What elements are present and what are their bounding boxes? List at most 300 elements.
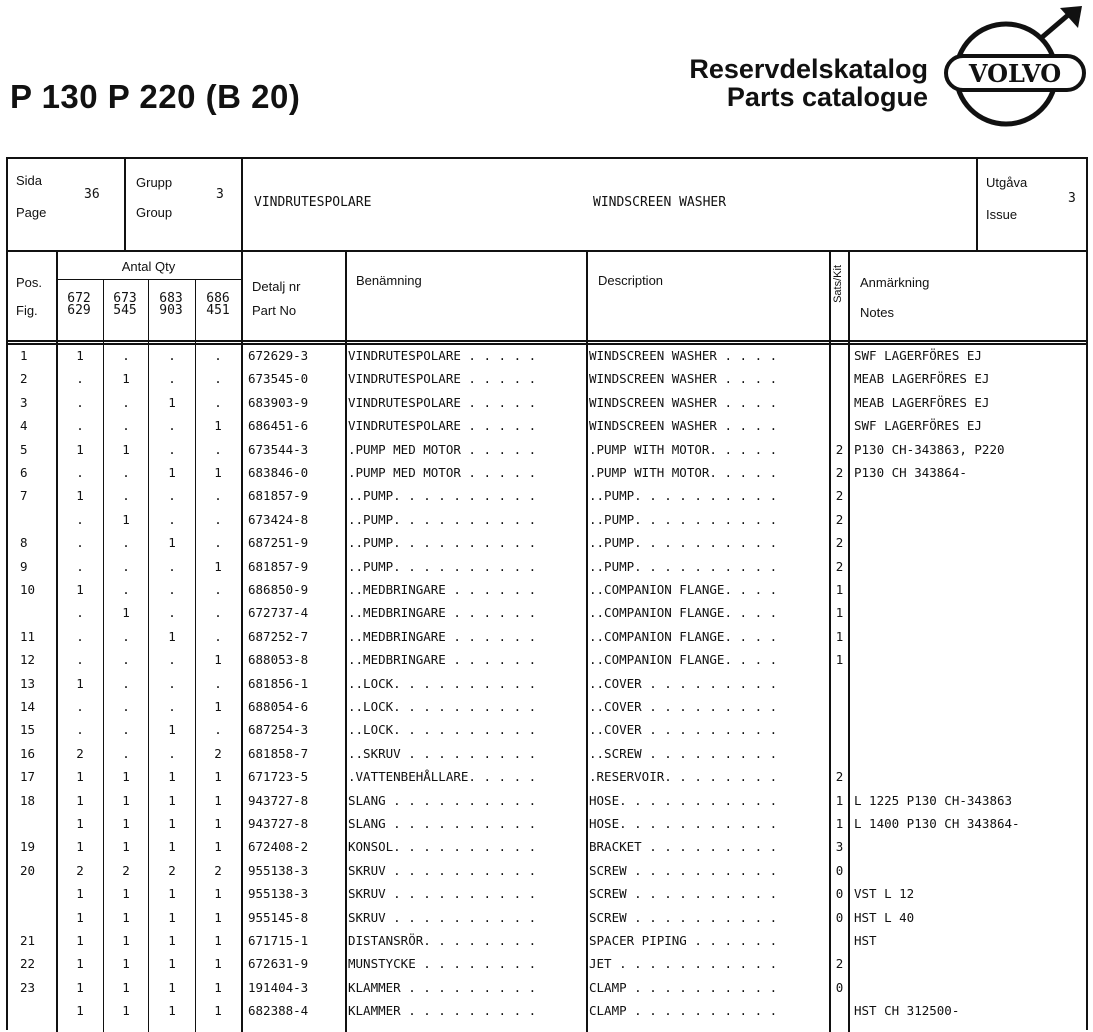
pos-cell: 4	[20, 418, 28, 434]
qty-cell-4: 1	[214, 699, 222, 714]
notes-cell: MEAB LAGERFÖRES EJ	[854, 371, 990, 387]
qty-cell-3: .	[168, 675, 176, 691]
header-divider	[8, 250, 1086, 252]
qty-cell-3: .	[168, 371, 176, 387]
kit-cell: 2	[835, 558, 844, 574]
qty-cell-1: 1	[76, 979, 84, 995]
description-label: Description	[598, 273, 664, 288]
pos-label: Pos.	[16, 275, 43, 290]
qty-cell-1: 1	[76, 441, 84, 457]
group-label: Group	[136, 205, 173, 220]
table-row	[8, 602, 1090, 625]
benamning-cell: MUNSTYCKE . . . . . . . .	[348, 956, 537, 972]
section-title-sv: VINDRUTESPOLARE	[254, 195, 372, 210]
qty-cell-3: 1	[168, 792, 176, 808]
sats-kit-label: Sats/Kit	[832, 265, 844, 303]
pos-cell: 9	[20, 558, 28, 574]
benamning-cell: ..LOCK. . . . . . . . . .	[348, 699, 537, 714]
kit-cell: 1	[835, 816, 844, 831]
pos-cell: 6	[20, 465, 28, 480]
table-row	[8, 579, 1090, 602]
table-row	[8, 860, 1090, 883]
pos-cell: 1	[20, 348, 28, 363]
benamning-cell: ..PUMP. . . . . . . . . .	[348, 488, 537, 504]
qty-cell-2: 1	[122, 769, 130, 785]
benamning-cell: KONSOL. . . . . . . . . .	[348, 839, 537, 855]
qty-cell-1: .	[76, 465, 84, 480]
kit-cell: 3	[835, 839, 844, 855]
pos-cell: 14	[20, 699, 36, 714]
qty-cell-4: .	[214, 511, 222, 527]
qty-cell-3: 1	[168, 628, 176, 644]
benamning-cell: KLAMMER . . . . . . . . .	[348, 979, 537, 995]
table-row	[8, 673, 1090, 696]
kit-cell: 1	[835, 792, 844, 808]
qty-cell-2: 1	[122, 979, 130, 995]
qty-cell-4: .	[214, 605, 222, 621]
qty-cell-4: 1	[214, 769, 222, 785]
part-number-cell: 672737-4	[248, 605, 309, 621]
part-number-cell: 955145-8	[248, 909, 309, 925]
table-row	[8, 790, 1090, 813]
description-cell: ..PUMP. . . . . . . . . .	[589, 558, 778, 574]
table-row	[8, 953, 1090, 976]
qty-cell-4: 1	[214, 933, 222, 948]
qty-cell-2: 1	[122, 909, 130, 925]
table-row	[8, 485, 1090, 508]
benamning-cell: .VATTENBEHÅLLARE. . . . .	[348, 769, 537, 785]
table-row	[8, 532, 1090, 555]
qty-cell-1: .	[76, 652, 84, 668]
part-number-cell: 683846-0	[248, 465, 309, 480]
table-row	[8, 813, 1090, 836]
notes-cell: L 1225 P130 CH-343863	[854, 792, 1013, 808]
catalog-title-en: Parts catalogue	[726, 82, 928, 112]
pos-cell: 23	[20, 979, 36, 995]
qty-cell-3: .	[168, 699, 176, 714]
qty-cell-3: 1	[168, 979, 176, 995]
catalog-heading	[689, 55, 928, 111]
kit-cell: 2	[835, 956, 844, 972]
description-cell: WINDSCREEN WASHER . . . .	[589, 371, 778, 387]
qty-cell-1: 1	[76, 956, 84, 972]
detalj-label: Detalj nr	[252, 279, 301, 294]
table-row	[8, 556, 1090, 579]
qty-cell-2: 2	[122, 862, 130, 878]
qty-cell-4: .	[214, 348, 222, 363]
part-number-cell: 673545-0	[248, 371, 309, 387]
pos-cell: 11	[20, 628, 36, 644]
pos-cell: 15	[20, 722, 36, 738]
qty-cell-2: 1	[122, 371, 130, 387]
qty-cell-4: 1	[214, 558, 222, 574]
kit-cell: 2	[835, 769, 844, 785]
qty-cell-3: 1	[168, 394, 176, 410]
qty-cell-1: 2	[76, 862, 84, 878]
qty-cell-1: 1	[76, 886, 84, 902]
qty-cell-3: .	[168, 652, 176, 668]
qty-cell-2: .	[122, 699, 130, 714]
part-number-cell: 943727-8	[248, 792, 309, 808]
part-number-cell: 672631-9	[248, 956, 309, 972]
qty-cell-4: 1	[214, 816, 222, 831]
description-cell: HOSE. . . . . . . . . . .	[589, 792, 778, 808]
pos-cell: 19	[20, 839, 36, 855]
qty-cell-1: .	[76, 558, 84, 574]
qty-cell-4: 1	[214, 839, 222, 855]
description-cell: ..COMPANION FLANGE. . . .	[589, 628, 778, 644]
description-cell: ..COVER . . . . . . . . .	[589, 722, 778, 738]
kit-cell: 1	[835, 605, 844, 621]
benamning-cell: .PUMP MED MOTOR . . . . .	[348, 465, 537, 480]
qty-cell-4: 1	[214, 956, 222, 972]
qty-cell-2: .	[122, 652, 130, 668]
part-number-cell: 943727-8	[248, 816, 309, 831]
benamning-cell: VINDRUTESPOLARE . . . . .	[348, 371, 537, 387]
qty-cell-4: 2	[214, 862, 222, 878]
description-cell: JET . . . . . . . . . . .	[589, 956, 778, 972]
qty-header-3-top: 683	[159, 291, 183, 306]
pos-cell: 2	[20, 371, 28, 387]
qty-cell-2: .	[122, 348, 130, 363]
qty-cell-2: .	[122, 394, 130, 410]
description-cell: BRACKET . . . . . . . . .	[589, 839, 778, 855]
notes-cell: P130 CH 343864-	[854, 465, 967, 480]
pos-cell: 10	[20, 582, 36, 597]
table-row	[8, 509, 1090, 532]
part-number-cell: 681856-1	[248, 675, 309, 691]
benamning-cell: ..MEDBRINGARE . . . . . .	[348, 605, 537, 621]
table-row	[8, 836, 1090, 859]
qty-cell-3: 1	[168, 956, 176, 972]
qty-cell-4: .	[214, 488, 222, 504]
notes-cell: HST CH 312500-	[854, 1003, 960, 1019]
anmarkning-label: Anmärkning	[860, 275, 930, 290]
qty-cell-3: 1	[168, 816, 176, 831]
qty-cell-4: 1	[214, 465, 222, 480]
notes-cell: VST L 12	[854, 886, 915, 902]
qty-cell-3: .	[168, 418, 176, 434]
qty-cell-3: .	[168, 488, 176, 504]
notes-cell: HST L 40	[854, 909, 915, 925]
qty-cell-2: 1	[122, 441, 130, 457]
benamning-cell: ..PUMP. . . . . . . . . .	[348, 558, 537, 574]
qty-cell-4: 1	[214, 909, 222, 925]
table-row	[8, 345, 1090, 368]
description-cell: .PUMP WITH MOTOR. . . . .	[589, 465, 778, 480]
table-row	[8, 930, 1090, 953]
qty-cell-1: 1	[76, 792, 84, 808]
qty-header-3	[149, 293, 193, 317]
partno-label: Part No	[252, 303, 297, 318]
part-number-cell: 682388-4	[248, 1003, 309, 1019]
pos-cell: 12	[20, 652, 36, 668]
description-cell: HOSE. . . . . . . . . . .	[589, 816, 778, 831]
qty-cell-3: .	[168, 558, 176, 574]
qty-cell-4: .	[214, 582, 222, 597]
qty-cell-4: 1	[214, 418, 222, 434]
part-number-cell: 683903-9	[248, 394, 309, 410]
qty-cell-3: 1	[168, 886, 176, 902]
qty-cell-1: .	[76, 722, 84, 738]
group-number: 3	[216, 187, 224, 202]
table-row	[8, 907, 1090, 930]
table-row	[8, 649, 1090, 672]
qty-header-4-top: 686	[206, 291, 230, 306]
utgava-label: Utgåva	[986, 175, 1028, 190]
qty-cell-2: 1	[122, 605, 130, 621]
qty-cell-2: 1	[122, 956, 130, 972]
description-cell: SCREW . . . . . . . . . .	[589, 886, 778, 902]
qty-cell-4: 1	[214, 886, 222, 902]
qty-cell-3: .	[168, 745, 176, 761]
qty-header-1-top: 672	[67, 291, 91, 306]
qty-cell-1: .	[76, 699, 84, 714]
page-label: Page	[16, 205, 47, 220]
description-cell: ..COVER . . . . . . . . .	[589, 675, 778, 691]
qty-cell-4: .	[214, 722, 222, 738]
benamning-cell: ..LOCK. . . . . . . . . .	[348, 722, 537, 738]
part-number-cell: 673544-3	[248, 441, 309, 457]
benamning-cell: ..PUMP. . . . . . . . . .	[348, 511, 537, 527]
part-number-cell: 688053-8	[248, 652, 309, 668]
part-number-cell: 671715-1	[248, 933, 309, 948]
kit-cell: 2	[835, 441, 844, 457]
qty-cell-1: 1	[76, 816, 84, 831]
qty-cell-3: 2	[168, 862, 176, 878]
qty-cell-3: 1	[168, 839, 176, 855]
table-row	[8, 719, 1090, 742]
volvo-logo-icon	[940, 4, 1088, 132]
pos-cell: 5	[20, 441, 28, 457]
benamning-cell: SKRUV . . . . . . . . . .	[348, 862, 537, 878]
part-number-cell: 687254-3	[248, 722, 309, 738]
qty-cell-2: .	[122, 675, 130, 691]
qty-cell-1: .	[76, 535, 84, 551]
part-number-cell: 681857-9	[248, 558, 309, 574]
qty-cell-3: .	[168, 582, 176, 597]
description-cell: ..SCREW . . . . . . . . .	[589, 745, 778, 761]
catalog-title-sv: Reservdelskatalog	[689, 54, 928, 84]
table-row	[8, 766, 1090, 789]
part-number-cell: 687251-9	[248, 535, 309, 551]
qty-cell-1: .	[76, 628, 84, 644]
kit-cell: 2	[835, 465, 844, 480]
notes-cell: SWF LAGERFÖRES EJ	[854, 348, 982, 363]
pos-cell: 20	[20, 862, 36, 878]
description-cell: WINDSCREEN WASHER . . . .	[589, 348, 778, 363]
kit-cell: 0	[835, 909, 844, 925]
divider	[124, 159, 126, 250]
benamning-cell: ..MEDBRINGARE . . . . . .	[348, 652, 537, 668]
table-row	[8, 977, 1090, 1000]
benamning-cell: DISTANSRÖR. . . . . . . .	[348, 933, 537, 948]
benamning-cell: SKRUV . . . . . . . . . .	[348, 909, 537, 925]
description-cell: ..COMPANION FLANGE. . . .	[589, 652, 778, 668]
qty-cell-4: .	[214, 675, 222, 691]
qty-cell-2: .	[122, 488, 130, 504]
page-number: 36	[84, 187, 100, 202]
qty-header-2-bottom: 545	[113, 303, 137, 318]
qty-cell-1: .	[76, 605, 84, 621]
table-row	[8, 439, 1090, 462]
description-cell: .PUMP WITH MOTOR. . . . .	[589, 441, 778, 457]
pos-cell: 13	[20, 675, 36, 691]
description-cell: CLAMP . . . . . . . . . .	[589, 1003, 778, 1019]
notes-cell: SWF LAGERFÖRES EJ	[854, 418, 982, 434]
benamning-cell: .PUMP MED MOTOR . . . . .	[348, 441, 537, 457]
benamning-cell: KLAMMER . . . . . . . . .	[348, 1003, 537, 1019]
kit-cell: 1	[835, 582, 844, 597]
qty-cell-1: 1	[76, 839, 84, 855]
sida-label: Sida	[16, 173, 43, 188]
qty-header-1-bottom: 629	[67, 303, 91, 318]
description-cell: SCREW . . . . . . . . . .	[589, 862, 778, 878]
qty-cell-2: 1	[122, 511, 130, 527]
part-number-cell: 672408-2	[248, 839, 309, 855]
description-cell: SPACER PIPING . . . . . .	[589, 933, 778, 948]
grupp-label: Grupp	[136, 175, 173, 190]
description-cell: SCREW . . . . . . . . . .	[589, 909, 778, 925]
part-number-cell: 688054-6	[248, 699, 309, 714]
divider	[976, 159, 978, 250]
qty-cell-3: .	[168, 348, 176, 363]
qty-cell-1: 1	[76, 675, 84, 691]
pos-cell: 3	[20, 394, 28, 410]
qty-cell-4: .	[214, 628, 222, 644]
benamning-cell: VINDRUTESPOLARE . . . . .	[348, 394, 537, 410]
description-cell: ..COMPANION FLANGE. . . .	[589, 582, 778, 597]
pos-cell: 18	[20, 792, 36, 808]
table-row	[8, 883, 1090, 906]
description-cell: ..PUMP. . . . . . . . . .	[589, 535, 778, 551]
benamning-label: Benämning	[356, 273, 422, 288]
kit-cell: 2	[835, 511, 844, 527]
table-row	[8, 368, 1090, 391]
description-cell: ..PUMP. . . . . . . . . .	[589, 488, 778, 504]
table-row	[8, 392, 1090, 415]
benamning-cell: SLANG . . . . . . . . . .	[348, 792, 537, 808]
qty-header-3-bottom: 903	[159, 303, 183, 318]
notes-cell: L 1400 P130 CH 343864-	[854, 816, 1020, 831]
description-cell: CLAMP . . . . . . . . . .	[589, 979, 778, 995]
pos-cell: 8	[20, 535, 28, 551]
pos-cell: 7	[20, 488, 28, 504]
qty-cell-3: 1	[168, 933, 176, 948]
qty-cell-2: 1	[122, 816, 130, 831]
qty-cell-3: 1	[168, 909, 176, 925]
pos-cell: 16	[20, 745, 36, 761]
benamning-cell: VINDRUTESPOLARE . . . . .	[348, 348, 537, 363]
notes-cell: HST	[854, 933, 877, 948]
table-row	[8, 462, 1090, 485]
qty-cell-2: 1	[122, 839, 130, 855]
benamning-cell: SKRUV . . . . . . . . . .	[348, 886, 537, 902]
part-number-cell: 191404-3	[248, 979, 309, 995]
benamning-cell: ..PUMP. . . . . . . . . .	[348, 535, 537, 551]
part-number-cell: 681857-9	[248, 488, 309, 504]
pos-cell: 17	[20, 769, 36, 785]
part-number-cell: 686850-9	[248, 582, 309, 597]
qty-cell-2: .	[122, 558, 130, 574]
qty-cell-3: .	[168, 605, 176, 621]
table-row	[8, 626, 1090, 649]
qty-cell-1: 1	[76, 488, 84, 504]
description-cell: ..COMPANION FLANGE. . . .	[589, 605, 778, 621]
qty-header-4-bottom: 451	[206, 303, 230, 318]
qty-cell-2: .	[122, 745, 130, 761]
pos-cell: 22	[20, 956, 36, 972]
benamning-cell: ..MEDBRINGARE . . . . . .	[348, 628, 537, 644]
issue-number: 3	[1068, 191, 1076, 206]
logo-text: VOLVO	[968, 59, 1062, 88]
qty-cell-4: 1	[214, 792, 222, 808]
column-header-divider	[8, 340, 1086, 342]
model-title: P 130 P 220 (B 20)	[10, 78, 301, 115]
qty-cell-2: 1	[122, 1003, 130, 1019]
part-number-cell: 672629-3	[248, 348, 309, 363]
benamning-cell: ..MEDBRINGARE . . . . . .	[348, 582, 537, 597]
description-cell: ..PUMP. . . . . . . . . .	[589, 511, 778, 527]
pos-cell: 21	[20, 933, 36, 948]
qty-cell-1: 1	[76, 769, 84, 785]
qty-header-4	[196, 293, 240, 317]
issue-label: Issue	[986, 207, 1018, 222]
qty-cell-3: 1	[168, 769, 176, 785]
qty-cell-2: .	[122, 582, 130, 597]
qty-cell-3: 1	[168, 465, 176, 480]
qty-label: Antal Qty	[121, 259, 176, 274]
qty-cell-3: 1	[168, 1003, 176, 1019]
part-number-cell: 955138-3	[248, 886, 309, 902]
description-cell: WINDSCREEN WASHER . . . .	[589, 394, 778, 410]
table-row	[8, 415, 1090, 438]
kit-cell: 1	[835, 628, 844, 644]
qty-cell-4: 1	[214, 1003, 222, 1019]
kit-cell: 0	[835, 862, 844, 878]
part-number-cell: 671723-5	[248, 769, 309, 785]
qty-cell-1: 1	[76, 1003, 84, 1019]
benamning-cell: VINDRUTESPOLARE . . . . .	[348, 418, 537, 434]
qty-cell-1: 1	[76, 909, 84, 925]
description-cell: .RESERVOIR. . . . . . . .	[589, 769, 778, 785]
qty-cell-2: 1	[122, 792, 130, 808]
benamning-cell: ..LOCK. . . . . . . . . .	[348, 675, 537, 691]
qty-cell-4: 1	[214, 979, 222, 995]
benamning-cell: SLANG . . . . . . . . . .	[348, 816, 537, 831]
kit-cell: 0	[835, 886, 844, 902]
qty-cell-3: 1	[168, 535, 176, 551]
qty-header-2-top: 673	[113, 291, 137, 306]
qty-cell-2: 1	[122, 933, 130, 948]
qty-header-1	[57, 293, 101, 317]
qty-cell-1: 1	[76, 582, 84, 597]
notes-cell: P130 CH-343863, P220	[854, 441, 1005, 457]
qty-cell-1: 2	[76, 745, 84, 761]
kit-cell: 2	[835, 488, 844, 504]
part-number-cell: 955138-3	[248, 862, 309, 878]
qty-cell-1: .	[76, 511, 84, 527]
notes-label: Notes	[860, 305, 894, 320]
description-cell: ..COVER . . . . . . . . .	[589, 699, 778, 714]
qty-cell-1: .	[76, 371, 84, 387]
qty-cell-2: .	[122, 628, 130, 644]
qty-cell-1: 1	[76, 933, 84, 948]
table-row	[8, 1000, 1090, 1023]
part-number-cell: 673424-8	[248, 511, 309, 527]
qty-cell-2: 1	[122, 886, 130, 902]
qty-cell-1: .	[76, 394, 84, 410]
